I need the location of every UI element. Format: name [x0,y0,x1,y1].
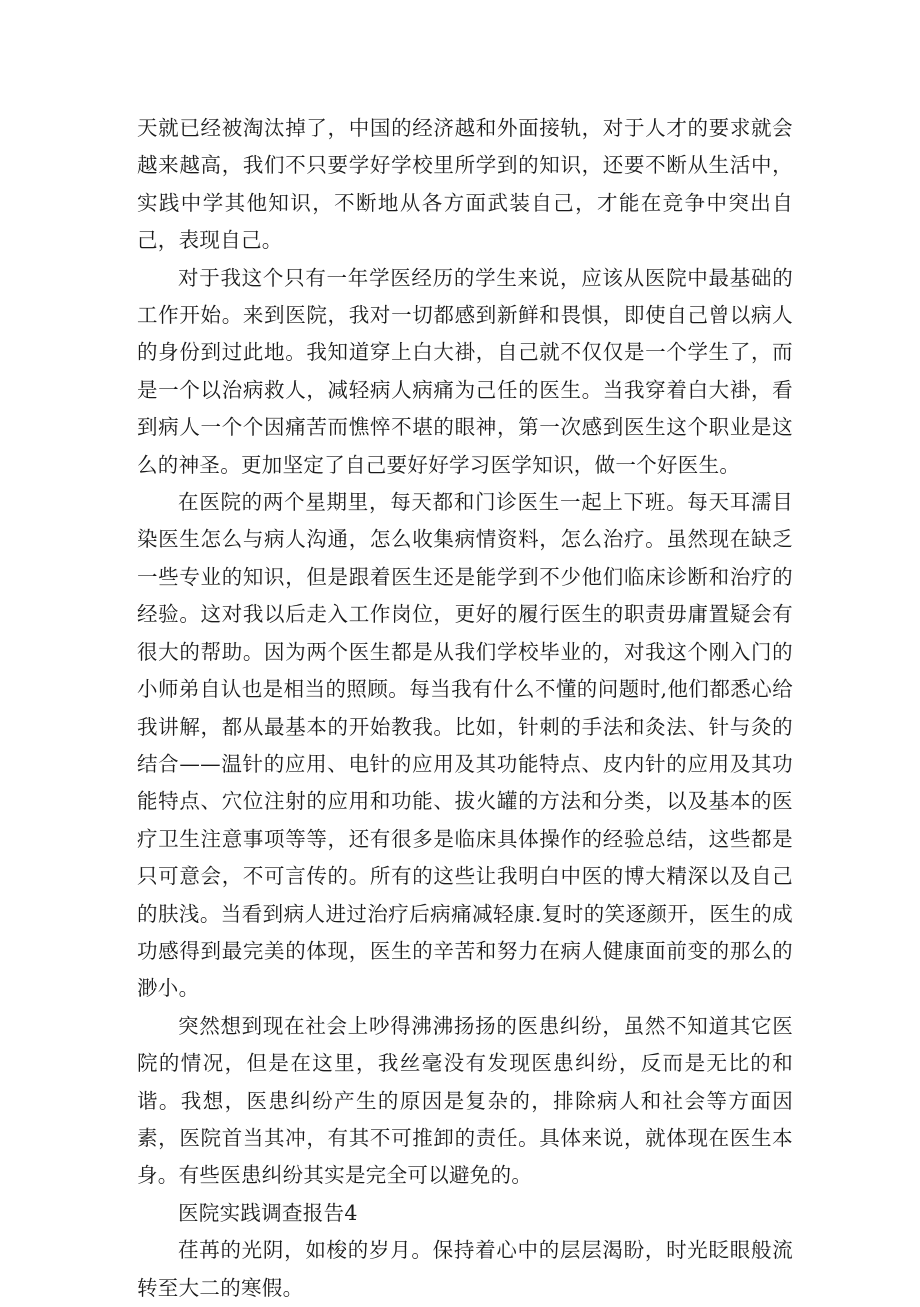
paragraph-continuation: 天就已经被淘汰掉了，中国的经济越和外面接轨，对于人才的要求就会越来越高，我们不只要学好学校里所学到的知识，还要不断从生活中，实践中学其他知识，不断地从各方面武装自己，才能在竞争中突出自己，表现自己。 [137,116,793,253]
paragraph: 突然想到现在社会上吵得沸沸扬扬的医患纠纷，虽然不知道其它医院的情况，但是在这里，我丝毫没有发现医患纠纷，反而是无比的和谐。我想，医患纠纷产生的原因是复杂的，排除病人和社会等方面因素，医院首当其冲，有其不可推卸的责任。具体来说，就体现在医生本身。有些医患纠纷其实是完全可以避免的。 [137,1013,793,1188]
section-heading: 医院实践调查报告4 [178,1200,358,1225]
document-body [137,110,793,1307]
paragraph: 荏苒的光阴，如梭的岁月。保持着心中的层层渴盼，时光眨眼般流转至大二的寒假。 [137,1238,793,1300]
paragraph: 在医院的两个星期里，每天都和门诊医生一起上下班。每天耳濡目染医生怎么与病人沟通，怎么收集病情资料，怎么治疗。虽然现在缺乏一些专业的知识，但是跟着医生还是能学到不少他们临床诊断和治疗的经验。这对我以后走入工作岗位，更好的履行医生的职责毋庸置疑会有很大的帮助。因为两个医生都是从我们学校毕业的，对我这个刚入门的小师弟自认也是相当的照顾。每当我有什么不懂的问题时,他们都悉心给我讲解，都从最基本的开始教我。比如，针刺的手法和灸法、针与灸的结合——温针的应用、电针的应用及其功能特点、皮内针的应用及其功能特点、穴位注射的应用和功能、拔火罐的方法和分类，以及基本的医疗卫生注意事项等等，还有很多是临床具体操作的经验总结，这些都是只可意会，不可言传的。所有的这些让我明白中医的博大精深以及自己的肤浅。当看到病人进过治疗后病痛减轻康.复时的笑逐颜开，医生的成功感得到最完美的体现，医生的辛苦和努力在病人健康面前变的那么的渺小。 [137,490,793,1001]
paragraph: 对于我这个只有一年学医经历的学生来说，应该从医院中最基础的工作开始。来到医院，我对一切都感到新鲜和畏惧，即使自己曾以病人的身份到过此地。我知道穿上白大褂，自己就不仅仅是一个学生了，而是一个以治病救人，减轻病人病痛为己任的医生。当我穿着白大褂，看到病人一个个因痛苦而憔悴不堪的眼神，第一次感到医生这个职业是这么的神圣。更加坚定了自己要好好学习医学知识，做一个好医生。 [137,265,793,477]
